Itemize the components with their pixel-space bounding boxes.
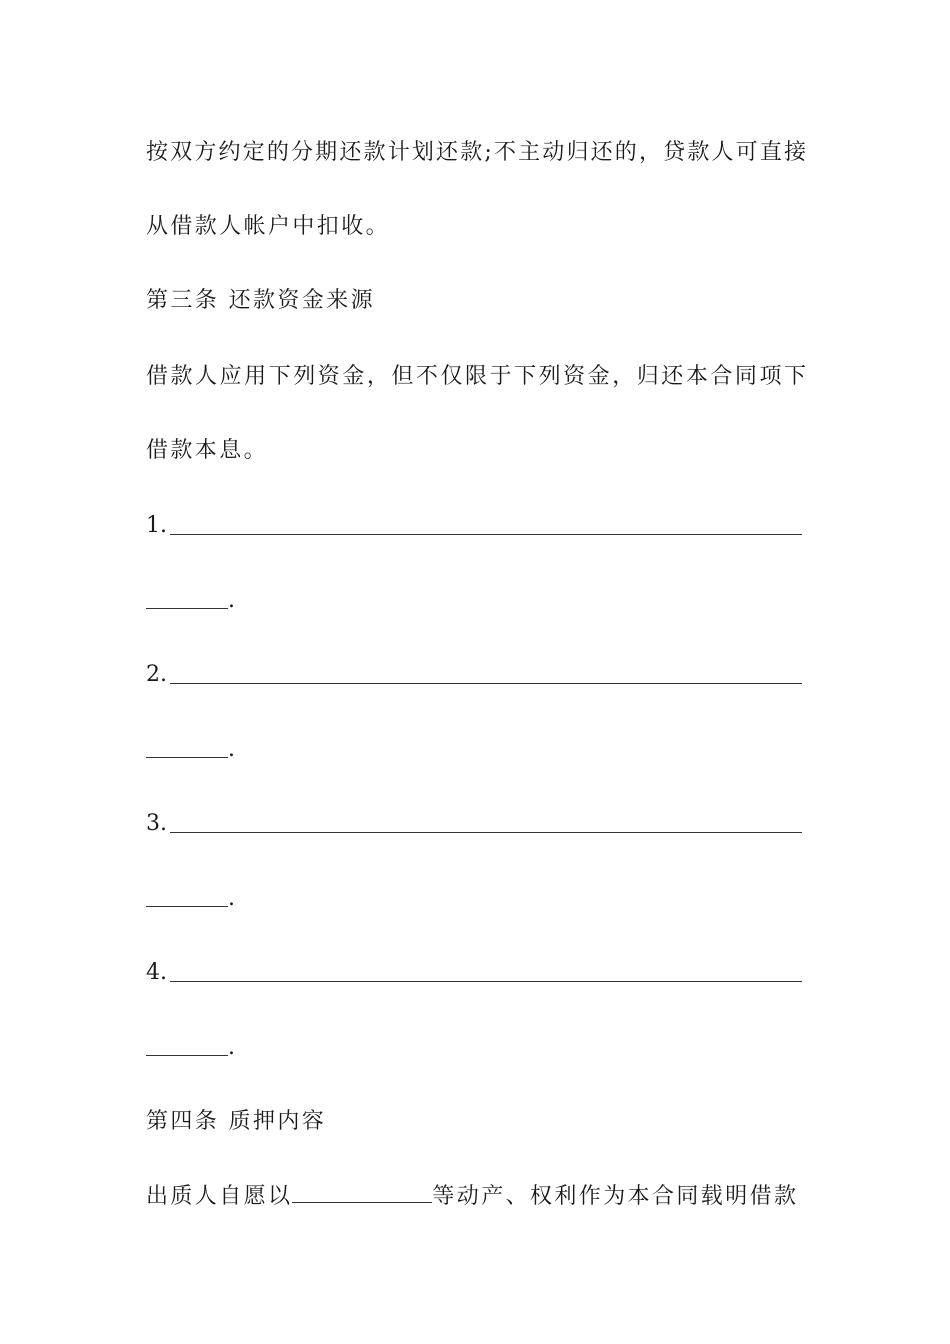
fill-in-blank-line <box>146 906 228 907</box>
list-item-end: . <box>228 886 235 911</box>
list-item-number: 2. <box>146 662 167 687</box>
list-item-end: . <box>228 588 235 613</box>
list-item-end: . <box>228 1035 235 1060</box>
list-item-number: 4. <box>146 960 167 985</box>
article-title: 第三条 还款资金来源 <box>146 288 375 313</box>
paragraph-text: 等动产、权利作为本合同载明借款 <box>432 1184 799 1209</box>
fill-in-blank-line <box>170 534 802 535</box>
list-item-number: 3. <box>146 811 167 836</box>
fill-in-blank-line <box>146 608 228 609</box>
fill-in-blank-line <box>146 1055 228 1056</box>
fill-in-blank-line <box>170 981 802 982</box>
list-item-number: 1. <box>146 513 167 538</box>
fill-in-blank-line <box>292 1182 432 1203</box>
list-item-end: . <box>228 737 235 762</box>
fill-in-blank-line <box>146 757 228 758</box>
paragraph-line: 借款本息。 <box>146 438 269 463</box>
fill-in-blank-line <box>170 832 802 833</box>
paragraph-line: 从借款人帐户中扣收。 <box>146 214 391 239</box>
paragraph-line: 按双方约定的分期还款计划还款;不主动归还的，贷款人可直接 <box>146 140 806 165</box>
paragraph-line: 借款人应用下列资金，但不仅限于下列资金，归还本合同项下 <box>146 364 806 389</box>
fill-in-blank-line <box>170 683 802 684</box>
paragraph-text: 出质人自愿以 <box>146 1184 293 1209</box>
paragraph-line <box>146 1182 798 1212</box>
article-title: 第四条 质押内容 <box>146 1109 327 1134</box>
